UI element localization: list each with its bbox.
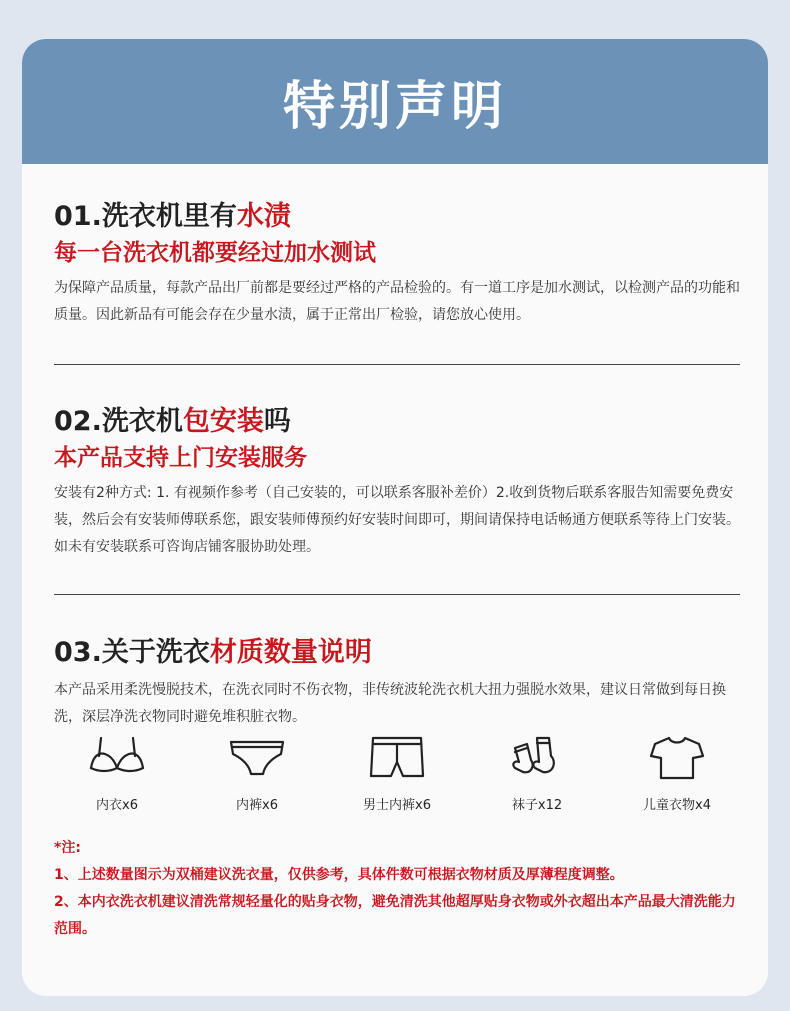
item-label: 袜子x12 <box>511 798 563 813</box>
bra-icon <box>87 734 147 780</box>
section-body: 安装有2种方式: 1. 有视频作参考（自己安装的，可以联系客服补差价）2.收到货物后联系客服告知需要免费安装，然后会有安装师傅联系您，跟安装师傅预约好安装时间即可，期间请保持电话畅通方便联系等待上门安装。如未有安装联系可咨询店铺客服协助处理。 <box>54 485 740 555</box>
note-line: 1、上述数量图示为双桶建议洗衣量，仅供参考，具体件数可根据衣物材质及厚薄程度调整。 <box>54 867 624 883</box>
section-water-stains <box>54 199 740 329</box>
section-title: 02.洗衣机包安装吗 <box>54 406 291 437</box>
section-subtitle: 每一台洗衣机都要经过加水测试 <box>54 240 376 266</box>
item-panties <box>192 734 322 813</box>
notice-card <box>22 39 768 996</box>
divider <box>54 364 740 365</box>
divider <box>54 594 740 595</box>
capacity-items <box>52 734 742 813</box>
section-title: 01.洗衣机里有水渍 <box>54 201 291 232</box>
boxer-briefs-icon <box>367 734 427 780</box>
section-installation <box>54 404 740 561</box>
section-body: 为保障产品质量，每款产品出厂前都是要经过严格的产品检验的。有一道工序是加水测试，以检测产品的功能和质量。因此新品有可能会存在少量水渍，属于正常出厂检验，请您放心使用。 <box>54 280 740 323</box>
socks-icon <box>507 734 567 780</box>
item-label: 内衣x6 <box>96 798 138 813</box>
header-banner <box>22 39 768 164</box>
notes <box>54 835 744 943</box>
item-socks <box>472 734 602 813</box>
item-label: 男士内裤x6 <box>363 798 431 813</box>
item-boxer-briefs <box>332 734 462 813</box>
item-label: 儿童衣物x4 <box>643 798 711 813</box>
page-title: 特别声明 <box>282 77 507 137</box>
item-kids-clothes <box>612 734 742 813</box>
section-title: 03.关于洗衣材质数量说明 <box>54 637 372 668</box>
note-line: 2、本内衣洗衣机建议清洗常规轻量化的贴身衣物，避免清洗其他超厚贴身衣物或外衣超出本产品最大清洗能力范围。 <box>54 894 736 937</box>
kids-tshirt-icon <box>647 734 707 780</box>
notes-heading: *注: <box>54 840 81 856</box>
section-material-quantity <box>54 635 740 731</box>
section-subtitle: 本产品支持上门安装服务 <box>54 445 307 471</box>
item-bra <box>52 734 182 813</box>
item-label: 内裤x6 <box>236 798 278 813</box>
panties-icon <box>227 734 287 780</box>
section-body: 本产品采用柔洗慢脱技术，在洗衣同时不伤衣物，非传统波轮洗衣机大扭力强脱水效果，建议日常做到每日换洗，深层净洗衣物同时避免堆积脏衣物。 <box>54 682 726 725</box>
